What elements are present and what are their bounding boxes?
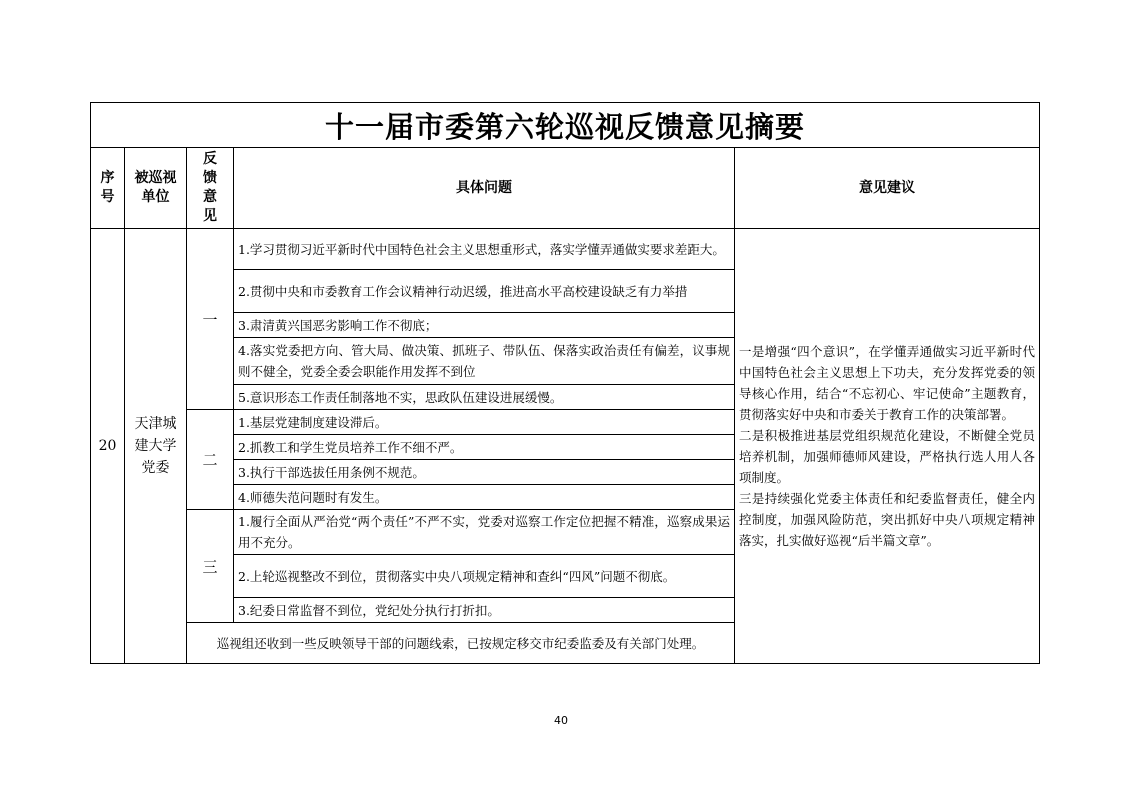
group-label: 二: [187, 410, 234, 510]
feedback-table: [90, 102, 1040, 664]
header-row: [91, 148, 1040, 229]
issue-item: 3.执行干部选拔任用条例不规范。: [234, 460, 735, 485]
table-row: [91, 229, 1040, 270]
issue-item: 4.师德失范问题时有发生。: [234, 485, 735, 510]
header-unit: 被巡视 单位: [125, 148, 187, 229]
row-seq: 20: [91, 229, 125, 664]
header-seq: 序 号: [91, 148, 125, 229]
issue-item: 1.基层党建制度建设滞后。: [234, 410, 735, 435]
issue-item: 1.履行全面从严治党“两个责任”不严不实，党委对巡察工作定位把握不精准，巡察成果运用不充分。: [234, 510, 735, 555]
header-issues: 具体问题: [234, 148, 735, 229]
issue-item: 4.落实党委把方向、管大局、做决策、抓班子、带队伍、保落实政治责任有偏差，议事规则不健全，党委全委会职能作用发挥不到位: [234, 338, 735, 385]
suggestion-item: 三是持续强化党委主体责任和纪委监督责任，健全内控制度，加强风险防范，突出抓好中央八项规定精神落实，扎实做好巡视“后半篇文章”。: [739, 491, 1035, 548]
issue-item: 3.肃清黄兴国恶劣影响工作不彻底；: [234, 313, 735, 338]
suggestions-cell: [735, 229, 1040, 664]
issue-item: 2.贯彻中央和市委教育工作会议精神行动迟缓，推进高水平高校建设缺乏有力举措: [234, 270, 735, 313]
suggestion-item: 一是增强“四个意识”，在学懂弄通做实习近平新时代中国特色社会主义思想上下功夫，充分发挥党委的领导核心作用，结合“不忘初心、牢记使命”主题教育，贯彻落实好中央和市委关于教育工作的决策部署。: [739, 344, 1035, 422]
row-unit: 天津城 建大学 党委: [125, 229, 187, 664]
page-title: 十一届市委第六轮巡视反馈意见摘要: [91, 103, 1040, 148]
header-feedback: 反 馈 意 见: [187, 148, 234, 229]
header-suggestions: 意见建议: [735, 148, 1040, 229]
page-number: 40: [554, 714, 568, 727]
clue-note: 巡视组还收到一些反映领导干部的问题线索，已按规定移交市纪委监委及有关部门处理。: [187, 623, 735, 664]
issue-item: 2.抓教工和学生党员培养工作不细不严。: [234, 435, 735, 460]
group-label: 三: [187, 510, 234, 623]
suggestion-item: 二是积极推进基层党组织规范化建设，不断健全党员培养机制，加强师德师风建设，严格执行选人用人各项制度。: [739, 428, 1035, 485]
group-label: 一: [187, 229, 234, 410]
issue-item: 2.上轮巡视整改不到位，贯彻落实中央八项规定精神和查纠“四风”问题不彻底。: [234, 555, 735, 598]
issue-item: 3.纪委日常监督不到位，党纪处分执行打折扣。: [234, 598, 735, 623]
issue-item: 5.意识形态工作责任制落地不实，思政队伍建设进展缓慢。: [234, 385, 735, 410]
issue-item: 1.学习贯彻习近平新时代中国特色社会主义思想重形式，落实学懂弄通做实要求差距大。: [234, 229, 735, 270]
